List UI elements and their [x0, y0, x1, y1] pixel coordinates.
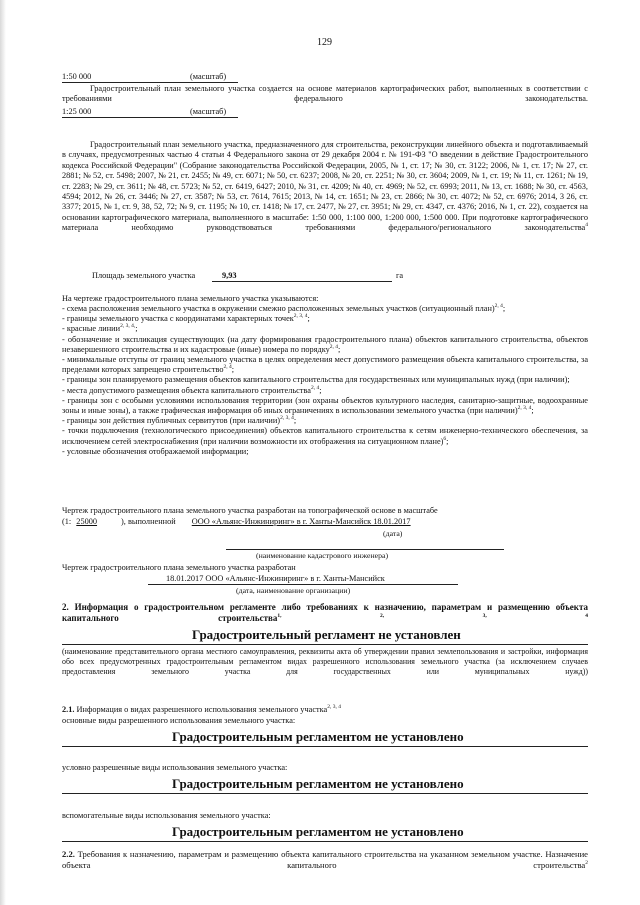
- area-label: Площадь земельного участка: [92, 271, 196, 280]
- section-21-main-line: [62, 746, 588, 747]
- drawing-list-item: - схема расположения земельного участка в окружении смежно расположенных земельных участков (ситуационный план)$^{2, 4}$;: [62, 303, 506, 313]
- drawing-list-item: - места допустимого размещения объекта капитального строительства$^{2, 4}$;: [62, 384, 322, 395]
- developer-value: 18.01.2017 ООО «Альянс-Инжиниринг» в г. Ханты-Мансийск: [166, 574, 385, 583]
- section-21-main-value: Градостроительным регламентом не установлено: [172, 729, 464, 744]
- scale-1-label: (масштаб): [190, 72, 227, 81]
- topo-line-2: [62, 517, 471, 527]
- scale-2-underline: [62, 117, 238, 118]
- main-paragraph: Градостроительный план земельного участка, предназначенного для строительства, реконструкции линейного объекта и подготавливаемый в случаях, предусмотренных частью 4 статьи 4 Федерального закона от 29 декабря 2004 г. № 191-ФЗ "О введении в действие Градостроительного кодекса Российской Федерации" (Собрание законодательства Российской Федерации, 2005, № 1, ст. 17; № 30, ст. 3122; 2006, № 1, ст. 17; № 27, ст. 2881; № 52, ст. 5498; 2007, № 21, ст. 2455; № 49, ст. 6071; № 50, ст. 6237; 2008, № 20, ст. 2251; № 30, ст. 3604; 2009, № 1, ст. 19; № 11, ст. 1261; № 19, ст. 2283; № 29, ст. 3611; № 48, ст. 5723; № 52, ст. 6419, 6427; 2010, № 31, ст. 4209; № 40, ст. 4969; № 52, ст. 6993; 2011, № 13, ст. 1688; № 30, ст. 4563, 4594; 2012, № 26, ст. 3446; № 27, ст. 3587; № 53, ст. 7614, 7615; 2013, № 14, ст. 1651; № 23, ст. 2866; № 30, ст. 4072; № 52, ст. 6976; 2014, 3 26, ст. 3377; 2015, № 1, ст. 9, 38, 52, 72; № 9, ст. 1195; № 10, ст. 1418; № 17, ст. 2477, № 27, ст. 3951; № 29, ст. 4347, ст. 4376; 2016, № 1, ст. 22), создается на основании картографического материала, выполненного в масштабе: 1:50 000, 1:100 000, 1:200 000, 1:500 000. При подготовке картографического материала необходимо руководствоваться требованиями федерального/регионального законодательства$^4$: [62, 140, 588, 233]
- section-2-title: 2. Информация о градостроительном регламенте либо требованиях к назначению, параметрам и размещению объекта капитального строительства$^{1, 2, 3, 4}$: [62, 602, 588, 623]
- scale-2-value: 1:25 000: [62, 107, 92, 116]
- topo-line-1: Чертеж градостроительного плана земельного участка разработан на топографической основе в масштабе: [62, 506, 438, 515]
- engineer-line: [226, 549, 504, 550]
- section-21-cond-value: Градостроительным регламентом не установлено: [172, 776, 464, 791]
- drawing-list-item: - условные обозначения отображаемой информации;: [62, 446, 249, 456]
- developer-line-1: Чертеж градостроительного плана земельного участка разработан: [62, 563, 296, 572]
- developer-underline: [148, 584, 458, 585]
- section-21-aux-label: вспомогательные виды использования земельного участка:: [62, 811, 271, 820]
- topo-scale-value: 25000: [76, 517, 98, 526]
- section-2-status: Градостроительный регламент не установлен: [192, 627, 461, 642]
- drawing-list-item: - точки подключения (технологического присоединения) объектов капитального строительства к сетям инженерно-технического обеспечения, за исключением сетей электроснабжения (при наличии возможности их отображения на ситуационном плане)$^6$;: [62, 426, 588, 446]
- scale-1-underline: [62, 82, 238, 83]
- scale-1-value: 1:50 000: [62, 72, 92, 81]
- engineer-caption: (наименование кадастрового инженера): [256, 551, 389, 560]
- drawing-list-item: - границы зон с особыми условиями использования территории (зон охраны объектов культурного наследия, санитарно-защитные, водоохранные зоны и иные зоны), а также графическая информация об иных ограничениях в использовании земельного участка (при наличии)$^{2, 3, 4}$;: [62, 395, 588, 416]
- section-22-text: 2.2. Требования к назначению, параметрам и размещению объекта капитального строительства на указанном земельном участке. Назначение объекта капитального строительства$^2$: [62, 849, 588, 870]
- drawing-list-item: - границы зон планируемого размещения объектов капитального строительства для государственных или муниципальных нужд (при наличии);: [62, 375, 570, 385]
- scan-edge: [0, 0, 6, 905]
- drawing-list-item: - обозначение и экспликация существующих (на дату формирования градостроительного плана) объектов капитального строительства, объектов незавершенного строительства и их кадастровые (иные) номера по порядку$^{2, 4}$;: [62, 334, 588, 354]
- topo-scale-suffix: ), выполненной: [121, 517, 176, 526]
- drawing-list-item: - минимальные отступы от границ земельного участка в целях определения мест допустимого размещения объекта капитального строительства, за пределами которых запрещено строительство$^{2, 4}$;: [62, 355, 588, 375]
- section-21-aux-value: Градостроительным регламентом не установлено: [172, 824, 464, 839]
- drawing-intro: На чертеже градостроительного плана земельного участка указываются:: [62, 294, 319, 303]
- section-2-status-line: [62, 644, 588, 645]
- topo-scale-prefix: (1:: [62, 517, 72, 526]
- drawing-list-item: - границы зон действия публичных сервитутов (при наличии)$^{2, 3, 4}$;: [62, 415, 297, 426]
- scale-2-label: (масштаб): [190, 107, 227, 116]
- drawing-list: [62, 304, 588, 457]
- section-21-aux-line: [62, 841, 588, 842]
- section-21-cond-label: условно разрешенные виды использования земельного участка:: [62, 763, 288, 772]
- section-21-title: 2.1. Информация о видах разрешенного использования земельного участка$^{2, 3, 4}$: [62, 704, 341, 714]
- drawing-list-item: - красные линии$^{2, 3, 4,}$;: [62, 323, 138, 334]
- drawing-list-item: - границы земельного участка с координатами характерных точек$^{2, 3, 4}$;: [62, 313, 310, 324]
- developer-caption: (дата, наименование организации): [236, 586, 351, 595]
- area-value: 9,93: [222, 271, 237, 280]
- scale-1-note: Градостроительный план земельного участка создается на основе материалов картографических работ, выполненных в соответствии с требованиями федерального законодательства.: [62, 84, 588, 103]
- topo-date-caption: (дата): [383, 529, 403, 538]
- area-unit: га: [396, 271, 404, 280]
- section-21-cond-line: [62, 793, 588, 794]
- area-underline: [212, 281, 392, 282]
- topo-performer: ООО «Альянс-Инжиниринг» в г. Ханты-Мансийск 18.01.2017: [191, 517, 411, 526]
- section-21-main-label: основные виды разрешенного использования земельного участка:: [62, 716, 296, 725]
- section-2-note: (наименование представительного органа местного самоуправления, реквизиты акта об утверждении правил землепользования и застройки, информация обо всех предусмотренных градостроительным регламентом видах разрешенного использования земельного участка (за исключением случаев предоставления земельного участка для государственных или муниципальных нужд)): [62, 647, 588, 676]
- page-number: 129: [317, 37, 332, 48]
